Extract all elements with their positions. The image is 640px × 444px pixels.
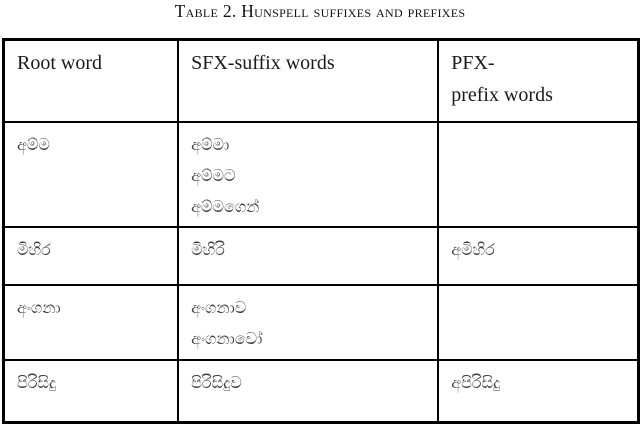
header-label-root-word: Root word — [17, 52, 102, 74]
table-caption: Table 2. Hunspell suffixes and prefixes — [174, 1, 466, 21]
cell-root-word — [4, 285, 179, 360]
header-row — [4, 40, 639, 122]
root-word-text: පිරිසිදු — [17, 372, 57, 392]
header-cell-pfx — [438, 40, 638, 122]
table-row — [4, 285, 639, 360]
sfx-word-text: අංගනාව — [191, 297, 247, 317]
header-label-pfx-line2: prefix words — [451, 84, 553, 106]
cell-root-word — [4, 122, 179, 227]
sfx-word-text: මිහිරි — [191, 239, 225, 259]
sfx-word-text: පිරිසිදුව — [191, 372, 242, 392]
header-label-sfx: SFX-suffix words — [191, 52, 335, 74]
cell-sfx-words — [178, 122, 438, 227]
hunspell-affix-table — [2, 38, 640, 424]
table-row — [4, 122, 639, 227]
cell-root-word — [4, 360, 179, 423]
cell-pfx-words — [438, 285, 638, 360]
header-cell-sfx — [178, 40, 438, 122]
sfx-word-text: අම්මට — [191, 165, 236, 185]
header-label-pfx-line1: PFX- — [451, 52, 495, 74]
pfx-word-text: අමිහිර — [451, 239, 495, 259]
root-word-text: මිහිර — [17, 239, 51, 259]
cell-sfx-words — [178, 227, 438, 285]
sfx-word-text: අම්මගෙන් — [191, 196, 260, 216]
cell-root-word — [4, 227, 179, 285]
table-row — [4, 360, 639, 423]
table-row — [4, 227, 639, 285]
root-word-text: අම්ම — [17, 134, 50, 154]
cell-pfx-words — [438, 122, 638, 227]
sfx-word-text: අම්මා — [191, 134, 230, 154]
cell-pfx-words — [438, 360, 638, 423]
cell-sfx-words — [178, 285, 438, 360]
root-word-text: අංගනා — [17, 297, 61, 317]
header-cell-root-word — [4, 40, 179, 122]
pfx-word-text: අපිරිසිදු — [451, 372, 501, 392]
cell-pfx-words — [438, 227, 638, 285]
cell-sfx-words — [178, 360, 438, 423]
sfx-word-text: අංගනාවෝ — [191, 328, 263, 348]
